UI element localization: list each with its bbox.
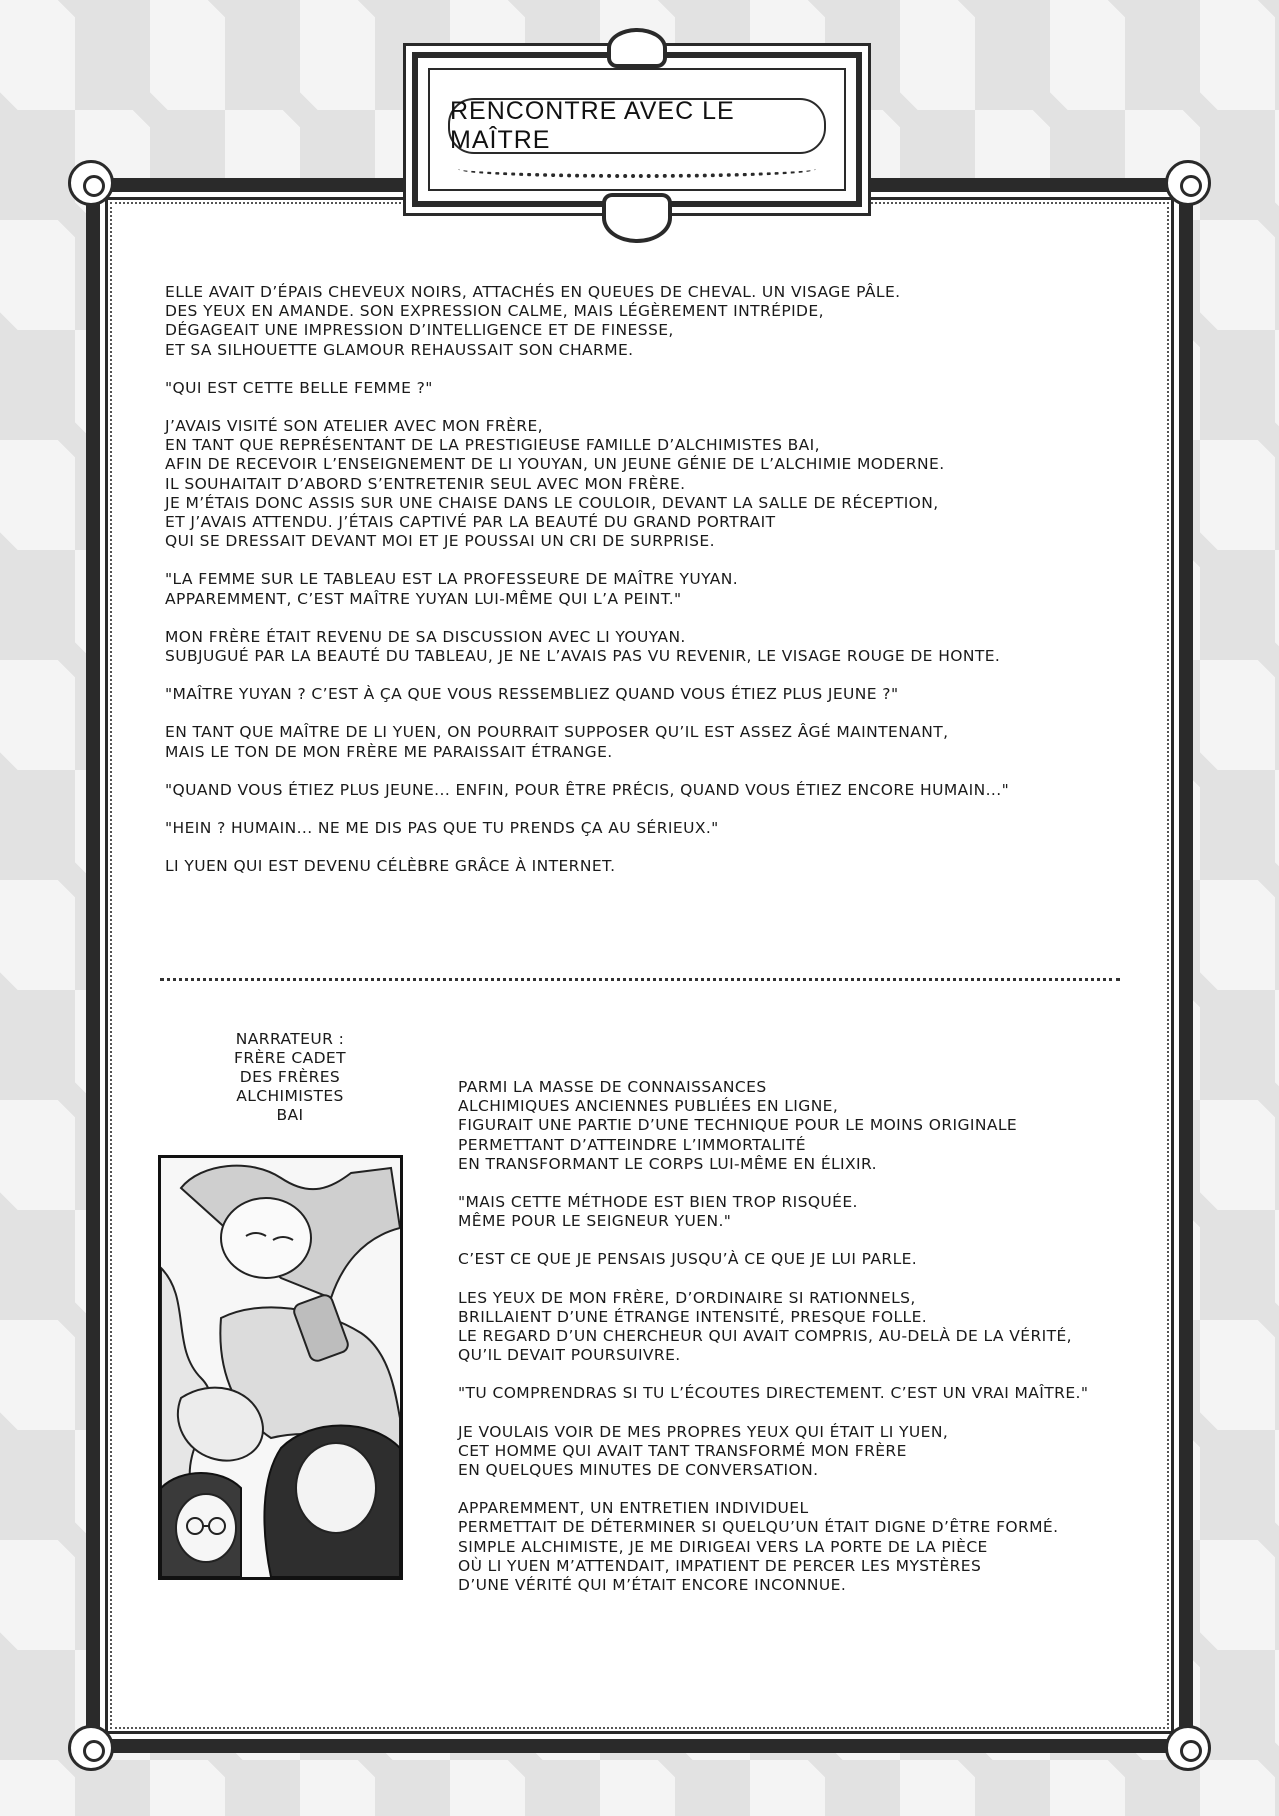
paragraph: JE VOULAIS VOIR DE MES PROPRES YEUX QUI ÉTAIT LI YUEN, CET HOMME QUI AVAIT TANT TRANSFORMÉ MON FRÈRE EN QUELQUES MINUTES DE CONVERSATION.: [458, 1422, 949, 1480]
manga-panel-illustration: [158, 1155, 403, 1580]
page-title: RENCONTRE AVEC LE MAÎTRE: [450, 97, 735, 154]
paragraph: "HEIN ? HUMAIN... NE ME DIS PAS QUE TU PRENDS ÇA AU SÉRIEUX.": [165, 819, 719, 838]
paragraph: LES YEUX DE MON FRÈRE, D’ORDINAIRE SI RATIONNELS, BRILLAIENT D’UNE ÉTRANGE INTENSITÉ, PRESQUE FOLLE. LE REGARD D’UN CHERCHEUR QUI AVAIT COMPRIS, AU-DELÀ DE LA VÉRITÉ, QU’IL DEVAIT POURSUIVRE.: [458, 1288, 1072, 1365]
narrator-caption: NARRATEUR : FRÈRE CADET DES FRÈRES ALCHIMISTES BAI: [234, 1030, 346, 1124]
paragraph: PARMI LA MASSE DE CONNAISSANCES ALCHIMIQUES ANCIENNES PUBLIÉES EN LIGNE, FIGURAIT UNE PARTIE D’UNE TECHNIQUE POUR LE MOINS ORIGINALE PERMETTANT D’ATTEINDRE L’IMMORTALITÉ EN TRANSFORMANT LE CORPS LUI-MÊME EN ÉLIXIR.: [458, 1078, 1018, 1173]
paragraph: MON FRÈRE ÉTAIT REVENU DE SA DISCUSSION AVEC LI YOUYAN. SUBJUGUÉ PAR LA BEAUTÉ DU TABLEAU, JE NE L’AVAIS PAS VU REVENIR, LE VISAGE ROUGE DE HONTE.: [165, 627, 1001, 666]
story-text-top: [165, 283, 1105, 895]
plaque-pendant-ornament: [602, 193, 672, 243]
paragraph: ELLE AVAIT D’ÉPAIS CHEVEUX NOIRS, ATTACHÉS EN QUEUES DE CHEVAL. UN VISAGE PÂLE. DES YEUX EN AMANDE. SON EXPRESSION CALME, MAIS LÉGÈREMENT INTRÉPIDE, DÉGAGEAIT UNE IMPRESSION D’INTELLIGENCE ET DE FINESSE, ET SA SILHOUETTE GLAMOUR REHAUSSAIT SON CHARME.: [165, 283, 901, 359]
dotted-divider: [160, 978, 1120, 981]
paragraph: EN TANT QUE MAÎTRE DE LI YUEN, ON POURRAIT SUPPOSER QU’IL EST ASSEZ ÂGÉ MAINTENANT, MAIS LE TON DE MON FRÈRE ME PARAISSAIT ÉTRANGE.: [165, 723, 949, 761]
paragraph: C’EST CE QUE JE PENSAIS JUSQU’À CE QUE JE LUI PARLE.: [458, 1250, 918, 1269]
paragraph: "MAIS CETTE MÉTHODE EST BIEN TROP RISQUÉE. MÊME POUR LE SEIGNEUR YUEN.": [458, 1193, 858, 1231]
story-text-bottom: [458, 1078, 1118, 1614]
bead-garland-ornament: [458, 160, 816, 178]
paragraph: APPAREMMENT, UN ENTRETIEN INDIVIDUEL PERMETTAIT DE DÉTERMINER SI QUELQU’UN ÉTAIT DIGNE D’ÊTRE FORMÉ. SIMPLE ALCHIMISTE, JE ME DIRIGEAI VERS LA PORTE DE LA PIÈCE OÙ LI YUEN M’ATTENDAIT, IMPATIENT DE PERCER LES MYSTÈRES D’UNE VÉRITÉ QUI M’ÉTAIT ENCORE INCONNUE.: [458, 1499, 1059, 1595]
frame-corner-ornament: [1165, 1725, 1211, 1771]
paragraph: "MAÎTRE YUYAN ? C’EST À ÇA QUE VOUS RESSEMBLIEZ QUAND VOUS ÉTIEZ PLUS JEUNE ?": [165, 685, 899, 704]
paragraph: "TU COMPRENDRAS SI TU L’ÉCOUTES DIRECTEMENT. C’EST UN VRAI MAÎTRE.": [458, 1384, 1089, 1403]
frame-corner-ornament: [68, 1725, 114, 1771]
paragraph: LI YUEN QUI EST DEVENU CÉLÈBRE GRÂCE À INTERNET.: [165, 857, 616, 876]
illustration-drawing: [161, 1158, 400, 1577]
paragraph: "QUAND VOUS ÉTIEZ PLUS JEUNE... ENFIN, POUR ÊTRE PRÉCIS, QUAND VOUS ÉTIEZ ENCORE HUMAIN...": [165, 780, 1010, 799]
frame-corner-ornament: [68, 160, 114, 206]
paragraph: J’AVAIS VISITÉ SON ATELIER AVEC MON FRÈRE, EN TANT QUE REPRÉSENTANT DE LA PRESTIGIEUSE FAMILLE D’ALCHIMISTES BAI, AFIN DE RECEVOIR L’ENSEIGNEMENT DE LI YOUYAN, UN JEUNE GÉNIE DE L’ALCHIMIE MODERNE. IL SOUHAITAIT D’ABORD S’ENTRETENIR SEUL AVEC MON FRÈRE. JE M’ÉTAIS DONC ASSIS SUR UNE CHAISE DANS LE COULOIR, DEVANT LA SALLE DE RÉCEPTION, ET J’AVAIS ATTENDU. J’ÉTAIS CAPTIVÉ PAR LA BEAUTÉ DU GRAND PORTRAIT QUI SE DRESSAIT DEVANT MOI ET JE POUSSAI UN CRI DE SURPRISE.: [165, 417, 945, 551]
title-plaque: [412, 52, 862, 207]
title-banner: [448, 98, 826, 154]
paragraph: "QUI EST CETTE BELLE FEMME ?": [165, 378, 433, 397]
plaque-crest-ornament: [607, 28, 667, 68]
paragraph: "LA FEMME SUR LE TABLEAU EST LA PROFESSEURE DE MAÎTRE YUYAN. APPAREMMENT, C’EST MAÎTRE YUYAN LUI-MÊME QUI L’A PEINT.": [165, 570, 739, 608]
frame-corner-ornament: [1165, 160, 1211, 206]
